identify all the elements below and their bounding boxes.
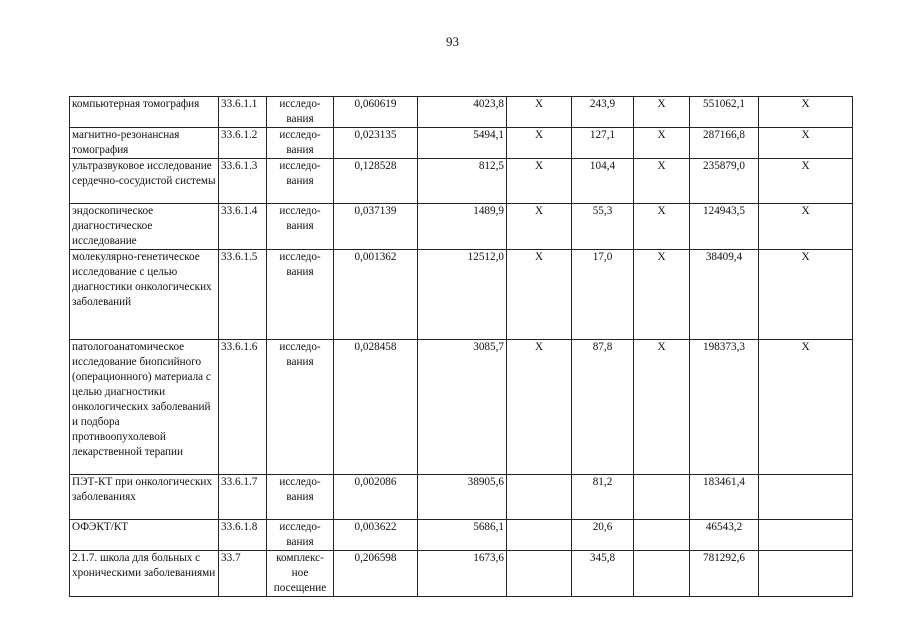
row-mark-1: X	[507, 97, 572, 128]
table-row	[70, 97, 853, 128]
row-sum: 38409,4	[690, 250, 759, 340]
row-code: 33.6.1.3	[219, 159, 267, 204]
table-row	[70, 340, 853, 475]
row-mark-1	[507, 520, 572, 551]
row-mark-1: X	[507, 128, 572, 159]
row-mark-1: X	[507, 250, 572, 340]
row-sum: 198373,3	[690, 340, 759, 475]
table-row	[70, 475, 853, 520]
row-unit: исследо-вания	[267, 204, 334, 250]
row-norm: 0,003622	[334, 520, 418, 551]
row-code: 33.6.1.7	[219, 475, 267, 520]
row-volume: 243,9	[572, 97, 634, 128]
row-code: 33.6.1.2	[219, 128, 267, 159]
row-sum: 235879,0	[690, 159, 759, 204]
row-volume: 127,1	[572, 128, 634, 159]
table-row	[70, 250, 853, 340]
row-cost: 1489,9	[418, 204, 507, 250]
row-mark-2: X	[634, 204, 690, 250]
row-cost: 4023,8	[418, 97, 507, 128]
row-norm: 0,037139	[334, 204, 418, 250]
row-cost: 812,5	[418, 159, 507, 204]
row-mark-2	[634, 475, 690, 520]
row-unit: исследо-вания	[267, 520, 334, 551]
table-row	[70, 520, 853, 551]
row-unit: исследо-вания	[267, 340, 334, 475]
row-mark-3	[759, 475, 853, 520]
row-name: ПЭТ-КТ при онкологических заболеваниях	[70, 475, 219, 520]
row-cost: 5494,1	[418, 128, 507, 159]
row-name: магнитно-резонансная томография	[70, 128, 219, 159]
row-name: патологоанатомическое исследование биопсийного (операционного) материала с целью диагностики онкологических заболеваний и подбора противоопухолевой лекарственной терапии	[70, 340, 219, 475]
row-mark-2	[634, 551, 690, 597]
row-norm: 0,028458	[334, 340, 418, 475]
row-unit: исследо-вания	[267, 159, 334, 204]
row-mark-2	[634, 520, 690, 551]
row-name: 2.1.7. школа для больных с хроническими заболеваниями	[70, 551, 219, 597]
row-sum: 124943,5	[690, 204, 759, 250]
row-cost: 1673,6	[418, 551, 507, 597]
row-name: ультразвуковое исследование сердечно-сосудистой системы	[70, 159, 219, 204]
row-name: эндоскопическое диагностическое исследование	[70, 204, 219, 250]
table-row	[70, 204, 853, 250]
row-unit: исследо-вания	[267, 250, 334, 340]
row-norm: 0,128528	[334, 159, 418, 204]
row-unit: исследо-вания	[267, 128, 334, 159]
row-mark-2: X	[634, 159, 690, 204]
table-row	[70, 551, 853, 597]
row-unit: комплекс-ное посещение	[267, 551, 334, 597]
row-mark-3: X	[759, 97, 853, 128]
row-cost: 38905,6	[418, 475, 507, 520]
row-mark-1: X	[507, 204, 572, 250]
row-norm: 0,060619	[334, 97, 418, 128]
row-name: компьютерная томография	[70, 97, 219, 128]
row-mark-2: X	[634, 128, 690, 159]
row-cost: 3085,7	[418, 340, 507, 475]
row-code: 33.6.1.4	[219, 204, 267, 250]
row-mark-2: X	[634, 250, 690, 340]
row-cost: 5686,1	[418, 520, 507, 551]
table-row	[70, 128, 853, 159]
row-mark-3: X	[759, 159, 853, 204]
table-row	[70, 159, 853, 204]
row-volume: 87,8	[572, 340, 634, 475]
row-norm: 0,023135	[334, 128, 418, 159]
row-volume: 104,4	[572, 159, 634, 204]
row-mark-1: X	[507, 340, 572, 475]
row-mark-1: X	[507, 159, 572, 204]
row-name: ОФЭКТ/КТ	[70, 520, 219, 551]
row-volume: 81,2	[572, 475, 634, 520]
row-cost: 12512,0	[418, 250, 507, 340]
row-sum: 551062,1	[690, 97, 759, 128]
row-volume: 17,0	[572, 250, 634, 340]
row-unit: исследо-вания	[267, 475, 334, 520]
row-sum: 46543,2	[690, 520, 759, 551]
row-norm: 0,206598	[334, 551, 418, 597]
row-mark-2: X	[634, 340, 690, 475]
row-norm: 0,002086	[334, 475, 418, 520]
row-code: 33.6.1.6	[219, 340, 267, 475]
row-mark-3	[759, 520, 853, 551]
cost-table	[69, 96, 853, 597]
row-mark-2: X	[634, 97, 690, 128]
page-number: 93	[446, 34, 459, 49]
row-mark-1	[507, 475, 572, 520]
row-code: 33.7	[219, 551, 267, 597]
row-code: 33.6.1.8	[219, 520, 267, 551]
row-mark-3	[759, 551, 853, 597]
row-mark-3: X	[759, 128, 853, 159]
row-name: молекулярно-генетическое исследование с целью диагностики онкологических заболеваний	[70, 250, 219, 340]
row-sum: 781292,6	[690, 551, 759, 597]
row-volume: 55,3	[572, 204, 634, 250]
row-mark-3: X	[759, 250, 853, 340]
row-mark-3: X	[759, 340, 853, 475]
row-sum: 287166,8	[690, 128, 759, 159]
row-unit: исследо-вания	[267, 97, 334, 128]
row-mark-1	[507, 551, 572, 597]
row-sum: 183461,4	[690, 475, 759, 520]
row-code: 33.6.1.5	[219, 250, 267, 340]
row-volume: 20,6	[572, 520, 634, 551]
row-code: 33.6.1.1	[219, 97, 267, 128]
row-norm: 0,001362	[334, 250, 418, 340]
row-mark-3: X	[759, 204, 853, 250]
row-volume: 345,8	[572, 551, 634, 597]
